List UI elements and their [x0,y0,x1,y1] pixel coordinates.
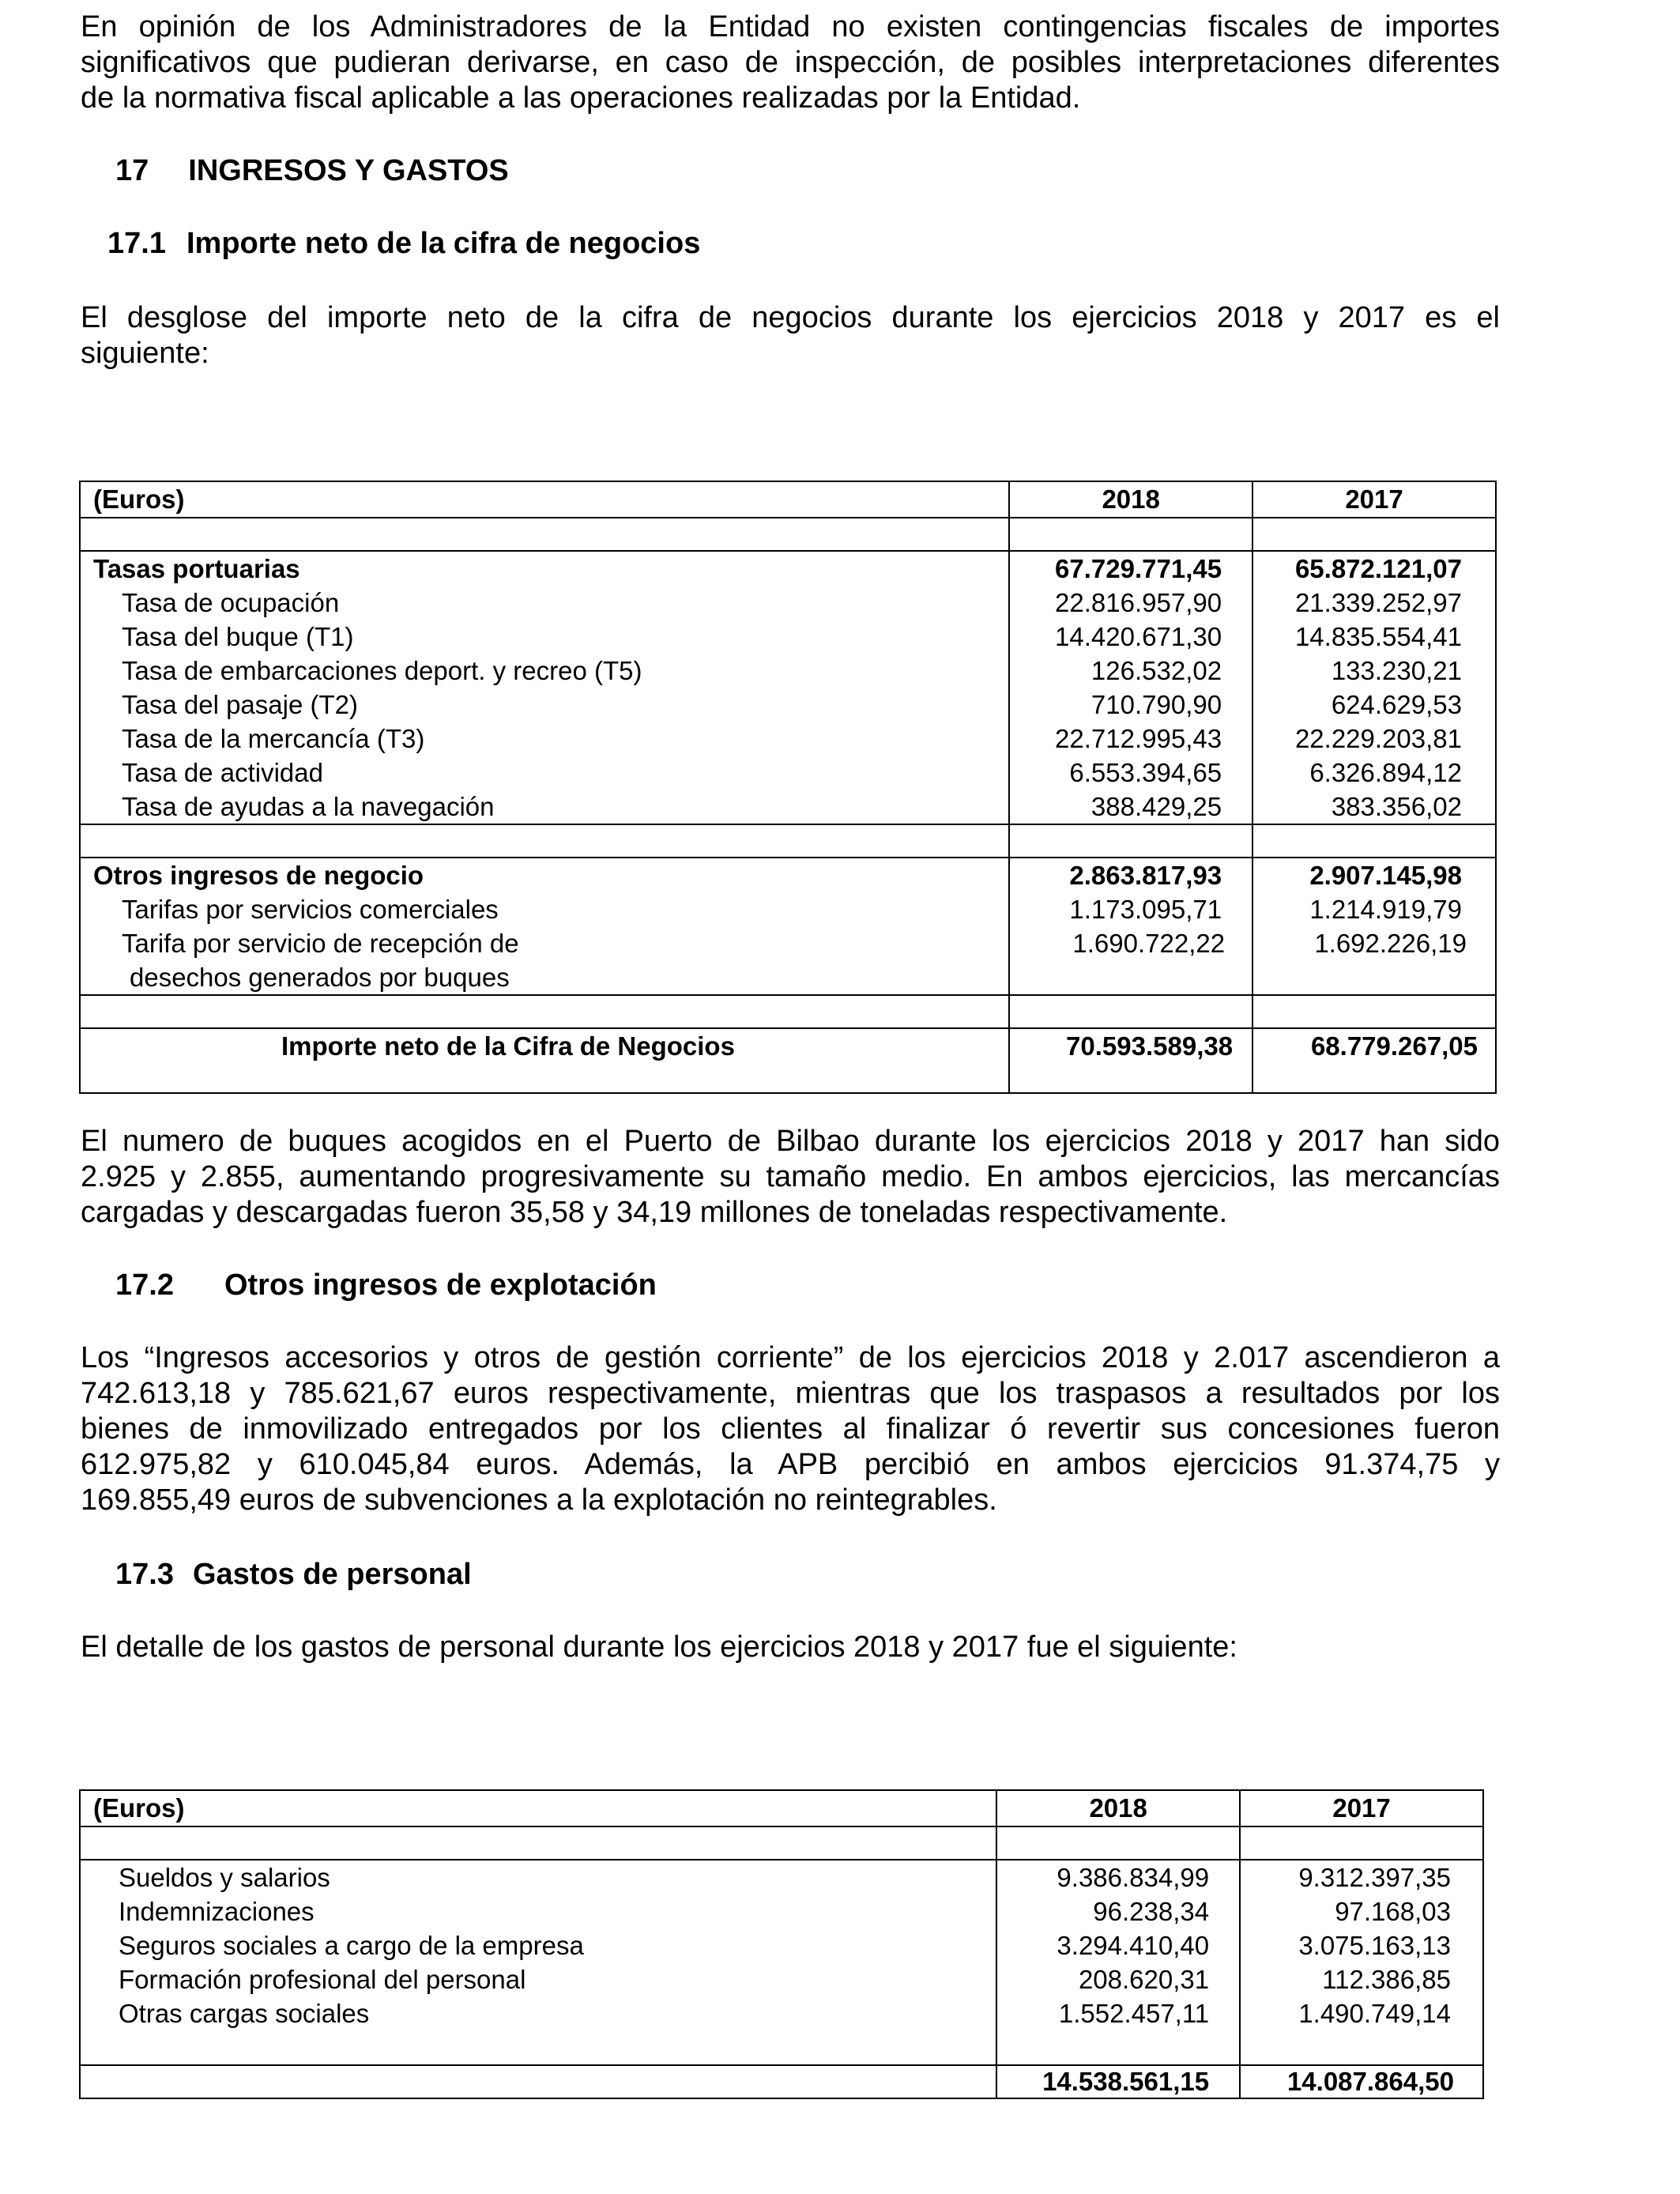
table-row [80,620,1496,654]
row-2018: 96.238,34 [996,1894,1240,1928]
table-row [80,1860,1483,1894]
paragraph-line: 742.613,18 y 785.621,67 euros respectivamente, mientras que los traspasos a resultados por los [81,1377,1500,1410]
row-2017: 383.356,02 [1252,790,1496,824]
row-2018: 710.790,90 [1009,688,1252,722]
table-row [80,756,1496,790]
paragraph-line: cargadas y descargadas fueron 35,58 y 34,19 millones de toneladas respectivamente. [81,1196,1228,1229]
total-row [80,2065,1483,2098]
table-row [80,1894,1483,1928]
personnel-table [79,1789,1484,2099]
section-number: 17.2 [115,1269,174,1302]
row-2018: 1.173.095,71 [1009,892,1252,926]
paragraph-line: bienes de inmovilizado entregados por los clientes al finalizar ó revertir sus concesiones fueron [81,1412,1500,1446]
header-2018: 2018 [1009,481,1252,518]
spacer-row [80,2030,1483,2065]
total-2017: 14.087.864,50 [1240,2065,1483,2098]
blank-row [80,518,1496,551]
table-row [80,926,1496,995]
row-2018: 22.816.957,90 [1009,586,1252,620]
paragraph-line: 2.925 y 2.855, aumentando progresivamente su tamaño medio. En ambos ejercicios, las mercancías [81,1160,1500,1193]
row-2017: 1.490.749,14 [1240,1996,1483,2030]
header-2017: 2017 [1252,481,1496,518]
group-2017: 65.872.121,07 [1252,551,1496,586]
header-2018: 2018 [996,1790,1240,1826]
group-2017: 2.907.145,98 [1252,858,1496,892]
total-label-empty [80,2065,996,2098]
paragraph-line: Los “Ingresos accesorios y otros de gestión corriente” de los ejercicios 2018 y 2.017 ascendieron a [81,1341,1500,1374]
row-label: Tasa del buque (T1) [80,620,1009,654]
total-2018: 70.593.589,38 [1009,1028,1252,1093]
row-2018: 6.553.394,65 [1009,756,1252,790]
paragraph-line: 169.855,49 euros de subvenciones a la explotación no reintegrables. [81,1483,997,1517]
section-title: Importe neto de la cifra de negocios [186,227,701,260]
intro-paragraph [81,9,1500,116]
section-17-heading [115,153,509,189]
paragraph-line: El desglose del importe neto de la cifra de negocios durante los ejercicios 2018 y 2017 es el [81,301,1500,334]
header-2017: 2017 [1240,1790,1483,1826]
row-2017: 97.168,03 [1240,1894,1483,1928]
row-2018: 3.294.410,40 [996,1928,1240,1962]
group-2018: 2.863.817,93 [1009,858,1252,892]
row-label: Tasa del pasaje (T2) [80,688,1009,722]
row-2017: 22.229.203,81 [1252,722,1496,756]
row-label: Tarifas por servicios comerciales [80,892,1009,926]
table-row [80,654,1496,688]
section-number: 17.3 [115,1558,174,1591]
total-2018: 14.538.561,15 [996,2065,1240,2098]
row-2018: 22.712.995,43 [1009,722,1252,756]
intro-line: significativos que pudieran derivarse, en caso de inspección, de posibles interpretaciones diferentes [81,46,1500,79]
table-row [80,790,1496,824]
section-number: 17 [115,154,149,187]
table-row [80,722,1496,756]
row-2017: 624.629,53 [1252,688,1496,722]
revenue-table [79,481,1497,1094]
paragraph-line: El numero de buques acogidos en el Puerto de Bilbao durante los ejercicios 2018 y 2017 han sido [81,1125,1500,1158]
section-17-2-paragraph [81,1340,1500,1518]
row-2017: 3.075.163,13 [1240,1928,1483,1962]
row-label: Tasa de actividad [80,756,1009,790]
section-17-3-heading [115,1557,472,1593]
paragraph-line: siguiente: [81,337,209,370]
group-label: Otros ingresos de negocio [80,858,1009,892]
header-label: (Euros) [80,1790,996,1826]
total-2017: 68.779.267,05 [1252,1028,1496,1093]
row-label: Indemnizaciones [80,1894,996,1928]
row-2017: 9.312.397,35 [1240,1860,1483,1894]
table-header-row [80,1790,1483,1826]
row-label: Otras cargas sociales [80,1996,996,2030]
row-label-multiline [80,926,1009,995]
group-row-tasas [80,551,1496,586]
row-label-cont: desechos generados por buques [130,963,510,992]
row-2018: 388.429,25 [1009,790,1252,824]
table-row [80,1928,1483,1962]
section-title: Gastos de personal [192,1558,472,1591]
section-title: INGRESOS Y GASTOS [188,154,509,187]
paragraph-line: El detalle de los gastos de personal durante los ejercicios 2018 y 2017 fue el siguiente: [81,1630,1237,1664]
row-label: Sueldos y salarios [80,1860,996,1894]
row-2017: 14.835.554,41 [1252,620,1496,654]
row-2018: 14.420.671,30 [1009,620,1252,654]
row-2018: 1.552.457,11 [996,1996,1240,2030]
table-row [80,688,1496,722]
section-17-1-paragraph [81,300,1500,371]
row-2017: 21.339.252,97 [1252,586,1496,620]
row-2018: 208.620,31 [996,1962,1240,1996]
blank-row [80,824,1496,858]
row-label: Formación profesional del personal [80,1962,996,1996]
table-row [80,1962,1483,1996]
row-label: Seguros sociales a cargo de la empresa [80,1928,996,1962]
row-label: Tasa de la mercancía (T3) [80,722,1009,756]
table-row [80,1996,1483,2030]
row-2017: 1.214.919,79 [1252,892,1496,926]
blank-row [80,1826,1483,1860]
row-2018: 9.386.834,99 [996,1860,1240,1894]
intro-line: En opinión de los Administradores de la Entidad no existen contingencias fiscales de importes [81,10,1500,43]
total-label: Importe neto de la Cifra de Negocios [80,1028,1009,1093]
group-label: Tasas portuarias [80,551,1009,586]
section-title: Otros ingresos de explotación [224,1269,657,1302]
buques-paragraph [81,1124,1500,1231]
row-2018: 126.532,02 [1009,654,1252,688]
section-17-2-heading [115,1268,657,1303]
section-17-1-heading [107,226,700,262]
row-2017: 133.230,21 [1252,654,1496,688]
section-number: 17.1 [107,227,166,260]
row-2017: 112.386,85 [1240,1962,1483,1996]
total-row [80,1028,1496,1093]
intro-line: de la normativa fiscal aplicable a las operaciones realizadas por la Entidad. [81,81,1081,115]
row-2018: 1.690.722,22 [1009,926,1252,995]
row-label: Tasa de embarcaciones deport. y recreo (T5) [80,654,1009,688]
row-label: Tasa de ayudas a la navegación [80,790,1009,824]
row-label: Tarifa por servicio de recepción de [122,929,519,958]
row-2017: 6.326.894,12 [1252,756,1496,790]
row-2017: 1.692.226,19 [1252,926,1496,995]
blank-row [80,995,1496,1028]
group-row-otros [80,858,1496,892]
header-label: (Euros) [80,481,1009,518]
paragraph-line: 612.975,82 y 610.045,84 euros. Además, la APB percibió en ambos ejercicios 91.374,75 y [81,1448,1500,1481]
row-label: Tasa de ocupación [80,586,1009,620]
group-2018: 67.729.771,45 [1009,551,1252,586]
section-17-3-paragraph [81,1630,1500,1665]
table-row [80,586,1496,620]
table-row [80,892,1496,926]
table-header-row [80,481,1496,518]
